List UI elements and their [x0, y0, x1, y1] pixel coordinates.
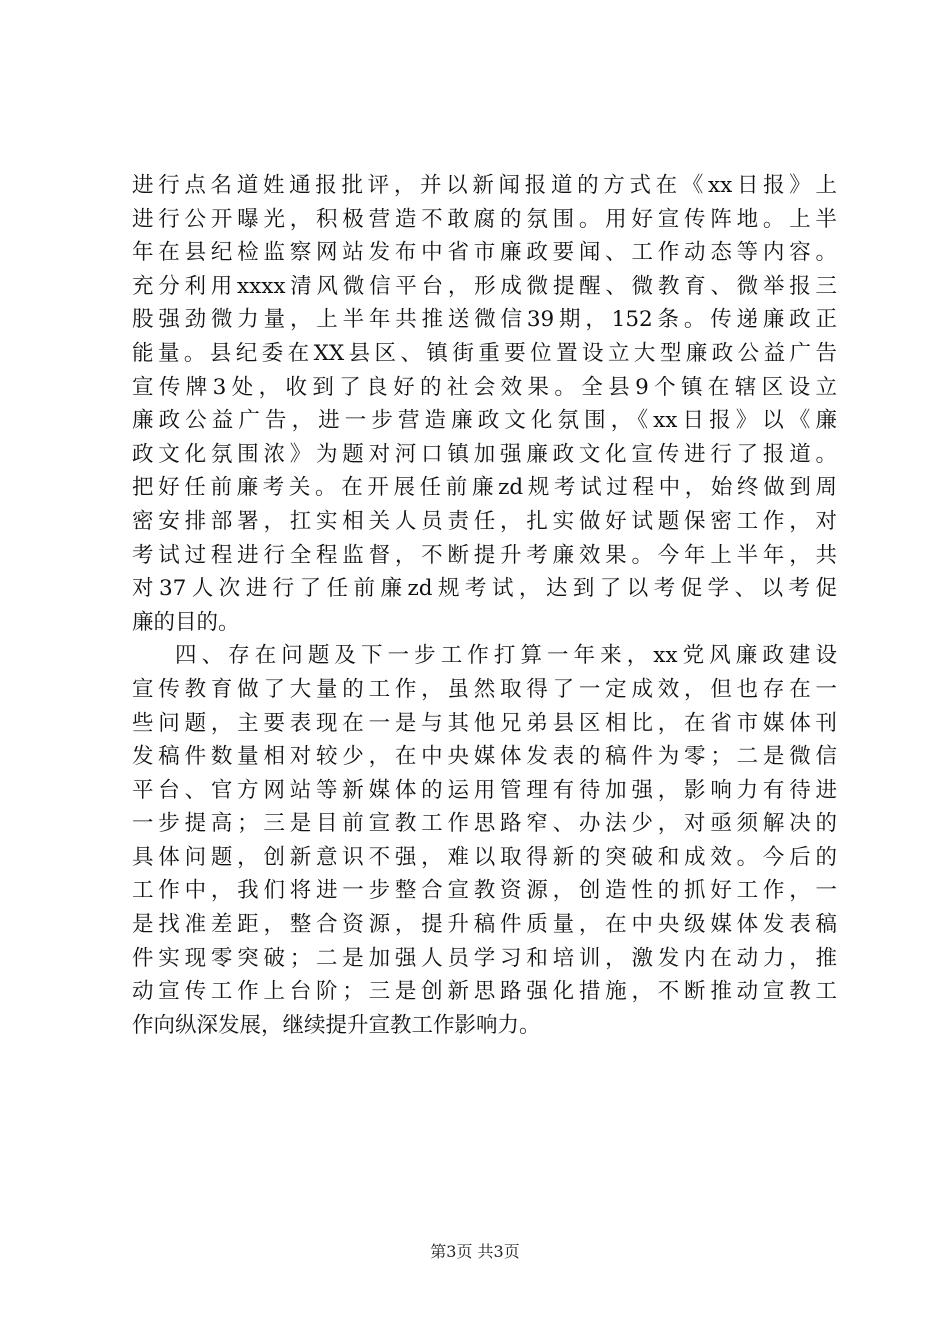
text-line: 进行点名道姓通报批评，并以新闻报道的方式在《xx日报》上 [132, 173, 837, 198]
text-line: 廉的目的。 [132, 609, 240, 635]
text-line: 四、存在问题及下一步工作打算一年来，xx党风廉政建设 [175, 643, 837, 669]
text-line: 考试过程进行全程监督，不断提升考廉效果。今年上半年，共 [132, 542, 837, 568]
text-line: 一步提高；三是目前宣教工作思路窄、办法少，对亟须解决的 [132, 811, 837, 837]
body-text [132, 169, 837, 1042]
text-line: 股强劲微力量，上半年共推送微信39期，152条。传递廉政正 [132, 307, 837, 333]
text-line: 发稿件数量相对较少，在中央媒体发表的稿件为零；二是微信 [132, 744, 837, 770]
text-line: 充分利用xxxx清风微信平台，形成微提醒、微教育、微举报三 [132, 273, 837, 299]
paragraph-1 [132, 169, 837, 639]
text-line: 平台、官方网站等新媒体的运用管理有待加强，影响力有待进 [132, 777, 837, 803]
text-line: 年在县纪检监察网站发布中省市廉政要闻、工作动态等内容。 [132, 240, 837, 266]
text-line: 对37人次进行了任前廉zd规考试，达到了以考促学、以考促 [132, 576, 837, 602]
text-line: 些问题，主要表现在一是与其他兄弟县区相比，在省市媒体刊 [132, 710, 837, 736]
text-line: 把好任前廉考关。在开展任前廉zd规考试过程中，始终做到周 [132, 475, 837, 501]
text-line: 能量。县纪委在XX县区、镇街重要位置设立大型廉政公益广告 [132, 340, 837, 366]
text-line: 政文化氛围浓》为题对河口镇加强廉政文化宣传进行了报道。 [132, 441, 837, 467]
text-line: 进行公开曝光，积极营造不敢腐的氛围。用好宣传阵地。上半 [132, 206, 837, 232]
text-line: 宣传牌3处，收到了良好的社会效果。全县9个镇在辖区设立 [132, 374, 837, 400]
text-line: 具体问题，创新意识不强，难以取得新的突破和成效。今后的 [132, 844, 837, 870]
text-line: 密安排部署，扛实相关人员责任，扎实做好试题保密工作，对 [132, 508, 837, 534]
text-line: 廉政公益广告，进一步营造廉政文化氛围，《xx日报》以《廉 [132, 408, 837, 434]
text-line: 是找准差距，整合资源，提升稿件质量，在中央级媒体发表稿 [132, 912, 837, 938]
text-line: 件实现零突破；二是加强人员学习和培训，激发内在动力，推 [132, 945, 837, 971]
text-line: 宣传教育做了大量的工作，虽然取得了一定成效，但也存在一 [132, 676, 837, 702]
paragraph-2 [132, 639, 837, 1042]
text-line: 作向纵深发展，继续提升宣教工作影响力。 [132, 1012, 541, 1038]
text-line: 工作中，我们将进一步整合宣教资源，创造性的抓好工作，一 [132, 878, 837, 904]
page-footer [0, 1242, 950, 1262]
text-line: 动宣传工作上台阶；三是创新思路强化措施，不断推动宣教工 [132, 979, 837, 1005]
page-number-label: 第3页 共3页 [430, 1242, 520, 1261]
